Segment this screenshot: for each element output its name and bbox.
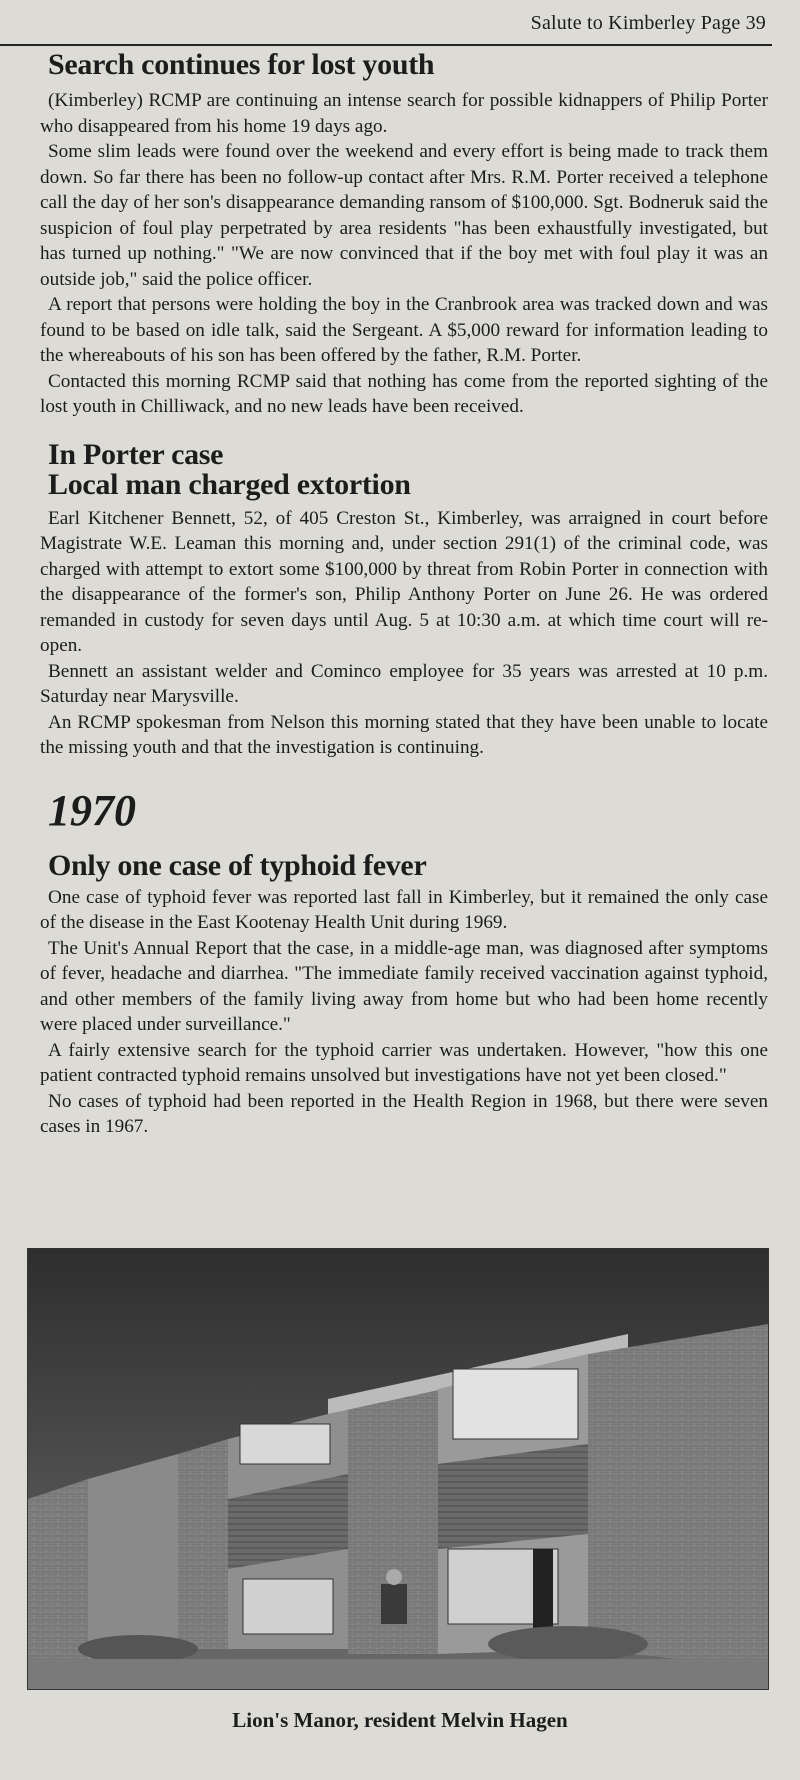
year-heading: 1970 [48, 785, 136, 835]
lions-manor-photo [27, 1248, 769, 1690]
article1-headline: Search continues for lost youth [48, 48, 435, 81]
article2-paragraph: Bennett an assistant welder and Cominco employee for 35 years was arrested at 10 p.m. Saturday near Marysville. [40, 660, 768, 707]
header-rule [0, 44, 772, 46]
article2-headline-line2: Local man charged extortion [48, 467, 411, 501]
article3-paragraph: A fairly extensive search for the typhoid carrier was undertaken. However, "how this one patient contracted typhoid remains unsolved but investigations have not yet been closed." [40, 1039, 768, 1086]
building-illustration [28, 1249, 768, 1689]
article3-paragraph: One case of typhoid fever was reported last fall in Kimberley, but it remained the only case of the disease in the East Kootenay Health Unit during 1969. [40, 886, 768, 933]
photo-caption: Lion's Manor, resident Melvin Hagen [232, 1708, 568, 1732]
article2-paragraph: Earl Kitchener Bennett, 52, of 405 Creston St., Kimberley, was arraigned in court before Magistrate W.E. Leaman this morning and, under section 291(1) of the criminal code, was charged with attempt to extort some $100,000 by threat from Robin Porter in connection with the disappearance of the former's son, Philip Anthony Porter on June 26. He was ordered remanded in custody for seven days until Aug. 5 at 10:30 a.m. at which time court will re-open. [40, 507, 768, 656]
running-head: Salute to Kimberley Page 39 [530, 12, 766, 34]
article3-headline: Only one case of typhoid fever [48, 848, 427, 882]
articles-column [40, 50, 768, 1140]
article2-headline-line1: In Porter case [48, 437, 224, 471]
article3-paragraph: The Unit's Annual Report that the case, in a middle-age man, was diagnosed after symptoms of fever, headache and diarrhea. "The immediate family received vaccination against typhoid, and other members of the family living away from home but who had been home recently were placed under surveillance." [40, 937, 768, 1035]
article1-paragraph: (Kimberley) RCMP are continuing an intense search for possible kidnappers of Philip Porter who disappeared from his home 19 days ago. [40, 90, 768, 137]
article3-paragraph: No cases of typhoid had been reported in the Health Region in 1968, but there were seven cases in 1967. [40, 1090, 768, 1137]
article2-paragraph: An RCMP spokesman from Nelson this morning stated that they have been unable to locate the missing youth and that the investigation is continuing. [40, 711, 768, 758]
article1-paragraph: Contacted this morning RCMP said that nothing has come from the reported sighting of the lost youth in Chilliwack, and no new leads have been received. [40, 370, 768, 417]
article1-paragraph: Some slim leads were found over the weekend and every effort is being made to track them down. So far there has been no follow-up contact after Mrs. R.M. Porter received a telephone call the day of her son's disappearance demanding ransom of $100,000. Sgt. Bodneruk said the suspicion of foul play perpetrated by area residents "has been exhaustfully investigated, but has turned up nothing." "We are now convinced that if the boy met with foul play it was an outside job," said the police officer. [40, 141, 768, 290]
article1-paragraph: A report that persons were holding the boy in the Cranbrook area was tracked down and was found to be based on idle talk, said the Sergeant. A $5,000 reward for information leading to the whereabouts of his son has been offered by the father, R.M. Porter. [40, 294, 768, 366]
